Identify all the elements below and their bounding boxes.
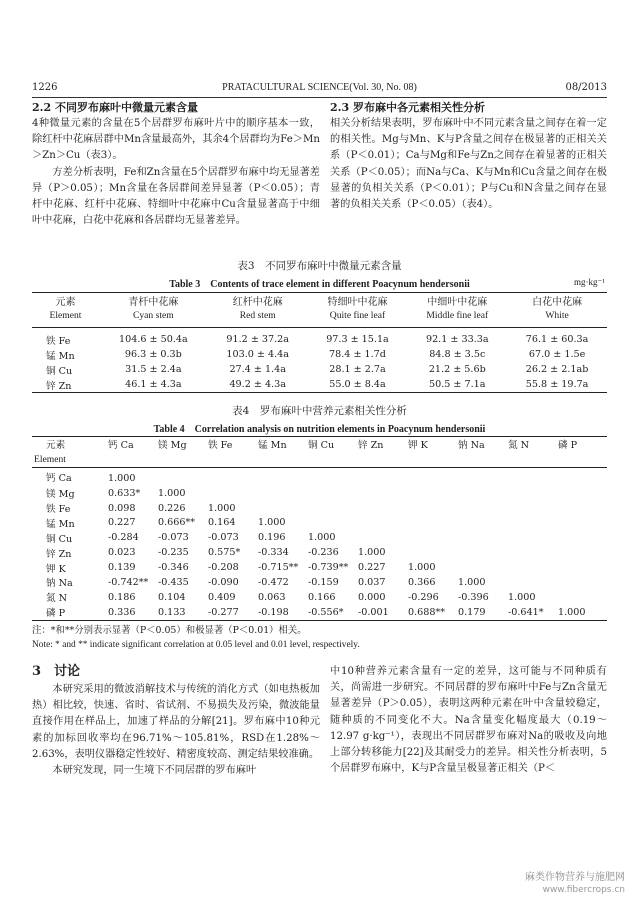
table4-cell <box>507 545 557 560</box>
table4-corner-en: Element <box>34 453 66 465</box>
table4-cell: 0.409 <box>208 591 236 603</box>
table4-cell <box>307 467 357 485</box>
table3-cell: 28.1 ± 2.7a <box>329 364 386 375</box>
table4-cell <box>407 467 457 485</box>
table4-cell <box>457 486 507 501</box>
table3-head: 白花中花麻 <box>532 297 583 308</box>
table4-cell <box>457 467 507 485</box>
section-2-3 <box>330 100 607 213</box>
table4-cell <box>507 467 557 485</box>
table4-caption-cn: 表4 罗布麻叶中营养元素相关性分析 <box>232 405 407 417</box>
table3-header-cn <box>32 293 607 309</box>
table3-head-en: Middle fine leaf <box>426 310 489 321</box>
section-2-3-para1: 相关分析结果表明，罗布麻叶中不同元素含量之间存在着一定的相关性。Mg与Mn、K与P含量之间存在极显著的正相关关系（P＜0.01）；Ca与Mg和Fe与Zn之间存在着显著的正相关关系（P＜0.05）；而Na与Ca、K与Mn和Cu含量之间存在极显著的负相关关系（P＜0.01）；P与Cu和N含量之间存在显著的负相关关系（P＜0.05）（表4）。 <box>330 118 607 211</box>
table4-cell <box>457 515 507 530</box>
table4-header-en <box>32 452 607 467</box>
table4-element: 氮 N <box>46 593 68 605</box>
table3-caption-en: Table 3 Contents of trace element in different Poacynum hendersonii <box>169 279 470 290</box>
table4-cell: 0.098 <box>108 502 136 514</box>
table4-cell <box>557 560 607 575</box>
table4-cell: 1.000 <box>408 562 436 574</box>
table4-cell <box>307 486 357 501</box>
section-2-2 <box>32 100 320 229</box>
table4-cell: -0.641* <box>508 606 544 618</box>
table4-cell <box>507 530 557 545</box>
table4-element: 钠 Na <box>46 578 73 590</box>
table4-cell <box>557 575 607 590</box>
table4-cell: -0.739** <box>308 562 349 574</box>
journal-title: PRATACULTURAL SCIENCE(Vol. 30, No. 08) <box>222 82 417 93</box>
table4-cell: -0.715** <box>258 562 299 574</box>
table4-cell: 1.000 <box>458 576 486 588</box>
table4-cell <box>557 467 607 485</box>
table3-cell: 21.2 ± 5.6b <box>428 364 486 375</box>
table4-head: 钠 Na <box>458 440 485 452</box>
table4-cell: 0.633* <box>108 487 141 499</box>
table4-cell <box>457 501 507 516</box>
table4-element: 钾 K <box>46 563 66 575</box>
table4-cell: -0.236 <box>308 547 339 559</box>
table4-cell: 0.000 <box>358 591 386 603</box>
table4-cell <box>557 590 607 605</box>
table4-cell: -0.284 <box>108 532 139 544</box>
table3-cell: 55.8 ± 19.7a <box>525 379 589 390</box>
table3-cell: 96.3 ± 0.3b <box>124 349 182 360</box>
table3-head-en: White <box>545 310 569 321</box>
table-row <box>32 328 607 348</box>
table4-cell <box>157 467 207 485</box>
table4-cell <box>407 515 457 530</box>
table4-cell: 0.688** <box>408 606 446 618</box>
table4-cell <box>407 545 457 560</box>
table4-cell <box>357 501 407 516</box>
table4-caption-en: Table 4 Correlation analysis on nutrition elements in Poacynum hendersonii <box>153 424 486 435</box>
table4-cell: -0.277 <box>208 606 239 618</box>
table4-cell <box>257 486 307 501</box>
table4-cell: 0.227 <box>358 562 386 574</box>
table3-head: 特细叶中花麻 <box>327 297 388 308</box>
issue-date: 08/2013 <box>565 82 607 93</box>
table3-element: 锰 Mn <box>46 350 75 362</box>
section-3-right <box>330 664 607 777</box>
table4-cell: 0.166 <box>308 591 336 603</box>
table3-cell: 67.0 ± 1.5e <box>528 349 586 360</box>
table4-cell: -0.159 <box>308 576 339 588</box>
table4-element: 磷 P <box>46 608 66 620</box>
watermark-cn: 麻类作物营养与施肥网 <box>525 872 625 883</box>
table4-cell: 0.227 <box>108 517 136 529</box>
table4-cell: -0.073 <box>158 532 189 544</box>
table4-cell: 0.575* <box>208 547 241 559</box>
table4-cell <box>507 515 557 530</box>
table3-head-en: Element <box>49 310 82 321</box>
table4-element: 钙 Ca <box>46 472 72 484</box>
table3-cell: 103.0 ± 4.4a <box>226 349 289 360</box>
table4-head: 氮 N <box>508 440 530 452</box>
section-3-para2: 本研究发现，同一生境下不同居群的罗布麻叶 <box>52 765 257 777</box>
table4-head: 钙 Ca <box>108 440 134 452</box>
table3-element: 铜 Cu <box>46 365 73 377</box>
table4-element: 铜 Cu <box>46 533 73 545</box>
table-row <box>32 501 607 516</box>
table4-cell: -0.396 <box>458 591 489 603</box>
table3-cell: 76.1 ± 60.3a <box>525 334 589 345</box>
table4-head: 镁 Mg <box>158 440 187 452</box>
table4-cell <box>457 530 507 545</box>
table4-cell <box>557 515 607 530</box>
table3-cell: 27.4 ± 1.4a <box>229 364 286 375</box>
table4-cell <box>357 530 407 545</box>
table3-cell: 91.2 ± 37.2a <box>226 334 289 345</box>
table4-head: 锌 Zn <box>358 440 384 452</box>
table-row <box>32 515 607 530</box>
table4-cell: 0.336 <box>108 606 136 618</box>
table4-cell <box>357 486 407 501</box>
table4-cell: -0.090 <box>208 576 239 588</box>
table3-cell: 104.6 ± 50.4a <box>119 334 188 345</box>
table4-cell: -0.235 <box>158 547 189 559</box>
table3-head-en: Red stem <box>239 310 276 321</box>
table4-cell <box>207 467 257 485</box>
table4-cell: 1.000 <box>508 591 536 603</box>
table-row <box>32 575 607 590</box>
table4-cell <box>457 560 507 575</box>
table4-cell <box>357 467 407 485</box>
table4-cell: -0.198 <box>258 606 289 618</box>
table4 <box>32 436 607 621</box>
table3-cell: 46.1 ± 4.3a <box>125 379 182 390</box>
table-row <box>32 486 607 501</box>
watermark-url: www.fibercrops.cn <box>542 885 625 895</box>
section-3-right-para: 中10种营养元素含量有一定的差异，这可能与不同种质有关，尚需进一步研究。不同居群的罗布麻叶中Fe与Zn含量无显著差异（P＞0.05），表明这两种元素在叶中含量较稳定，随种质的不同变化不大。Na含量变化幅度最大（0.19～12.97 g·kg⁻¹），表现出不同居群罗布麻对Na的吸收及向地上部分转移能力[22]及其耐受力的差异。相关性分析表明，5个居群罗布麻中，K与P含量呈极显著正相关（P＜ <box>330 666 607 775</box>
table4-corner-cn: 元素 <box>46 440 66 452</box>
table4-cell: -0.472 <box>258 576 289 588</box>
table4-cell: 0.104 <box>158 591 186 603</box>
table4-cell: 0.666** <box>158 517 196 529</box>
table3-header-en <box>32 308 607 328</box>
table4-head: 铜 Cu <box>308 440 335 452</box>
table4-cell: -0.435 <box>158 576 189 588</box>
table-row <box>32 467 607 485</box>
table-row <box>32 377 607 393</box>
table4-cell: -0.208 <box>208 562 239 574</box>
table3-element: 锌 Zn <box>46 380 72 392</box>
table3-cell: 78.4 ± 1.7d <box>329 349 386 360</box>
table4-cell <box>357 515 407 530</box>
table4-head: 铁 Fe <box>208 440 233 452</box>
table4-corner <box>32 437 107 452</box>
table4-cell: 1.000 <box>258 517 286 529</box>
table4-cell <box>257 501 307 516</box>
table4-cell: 0.186 <box>108 591 136 603</box>
table4-cell <box>407 486 457 501</box>
table3-element: 铁 Fe <box>46 335 71 347</box>
table4-cell: 0.139 <box>108 562 136 574</box>
table4-header <box>32 437 607 452</box>
table4-element: 铁 Fe <box>46 504 71 515</box>
table4-element: 锰 Mn <box>46 518 75 530</box>
table4-cell <box>407 501 457 516</box>
section-3 <box>32 662 320 779</box>
table4-cell: -0.073 <box>208 532 239 544</box>
table4-cell <box>457 545 507 560</box>
table3-cell: 50.5 ± 7.1a <box>429 379 486 390</box>
table4-cell: 0.179 <box>458 606 486 618</box>
table4-cell: 0.063 <box>258 591 286 603</box>
table4-cell: -0.742** <box>108 576 149 588</box>
table4-element: 镁 Mg <box>46 489 75 501</box>
table4-cell <box>307 501 357 516</box>
table3-head: 中细叶中花麻 <box>427 297 488 308</box>
section-3-title: 3 讨论 <box>32 664 81 679</box>
table4-note-cn: 注：*和**分别表示显著（P＜0.05）和极显著（P＜0.01）相关。 <box>32 625 307 636</box>
table3-head-en: Cyan stem <box>132 310 174 321</box>
section-2-2-para1: 4种微量元素的含量在5个居群罗布麻叶片中的顺序基本一致，除红杆中花麻居群中Mn含量最高外，其余4个居群均为Fe＞Mn＞Zn＞Cu（表3）。 <box>32 118 320 162</box>
section-2-3-title: 2.3 罗布麻中各元素相关性分析 <box>330 101 485 114</box>
table4-cell: 0.226 <box>158 502 186 514</box>
table4-note-en: Note: * and ** indicate significant correlation at 0.05 level and 0.01 level, respectively. <box>32 640 360 650</box>
table3-head: 红杆中花麻 <box>232 297 283 308</box>
table3-unit: mg·kg⁻¹ <box>574 277 605 287</box>
table4-cell <box>557 545 607 560</box>
table-row <box>32 545 607 560</box>
table4-cell <box>507 560 557 575</box>
table4-cell: 1.000 <box>158 487 186 499</box>
table4-cell <box>557 486 607 501</box>
table4-cell: 0.196 <box>258 532 286 544</box>
table4-cell <box>207 486 257 501</box>
table3-cell: 55.0 ± 8.4a <box>329 379 386 390</box>
table4-cell: 1.000 <box>108 472 136 484</box>
table3-cell: 26.2 ± 2.1ab <box>525 364 589 375</box>
table3-head: 青杆中花麻 <box>128 297 179 308</box>
table4-cell <box>557 501 607 516</box>
table-row <box>32 590 607 605</box>
table3-cell: 31.5 ± 2.4a <box>125 364 182 375</box>
table4-cell: 0.023 <box>108 547 136 559</box>
table4-cell: -0.346 <box>158 562 189 574</box>
table4-cell: 1.000 <box>358 547 386 559</box>
table-row <box>32 560 607 575</box>
table4-cell <box>507 575 557 590</box>
table4-cell: 0.366 <box>408 576 436 588</box>
table4-cell <box>307 515 357 530</box>
table3-head: 元素 <box>55 297 76 308</box>
table4-cell: 1.000 <box>208 502 236 514</box>
table4-cell: -0.334 <box>258 547 289 559</box>
header-rule <box>32 97 607 98</box>
section-2-2-para2: 方差分析表明，Fe和Zn含量在5个居群罗布麻中均无显著差异（P＞0.05）；Mn含量在各居群间差异显著（P＜0.05）；青杆中花麻、红杆中花麻、特细叶中花麻中Cu含量显著高于中细叶中花麻，白花中花麻和各居群均无显著差异。 <box>32 166 320 227</box>
table4-cell <box>507 501 557 516</box>
section-3-para1: 本研究采用的微波消解技术与传统的消化方式（如电热板加热）相比较，快速、省时、省试剂、不易损失及污染，微波能量直接作用在样品上，加速了样品的分解[21]。罗布麻中10种元素的加标回收率均在96.71%～105.81%，RSD在1.28%～2.63%，表明仪器稳定性较好、精密度较高、测定结果较准确。 <box>32 684 320 760</box>
table4-cell <box>257 467 307 485</box>
table3-cell: 97.3 ± 15.1a <box>326 334 389 345</box>
table4-head: 锰 Mn <box>258 440 287 452</box>
table-row <box>32 362 607 377</box>
table3 <box>32 292 607 393</box>
table-row <box>32 530 607 545</box>
table4-cell: -0.556* <box>308 606 344 618</box>
page-header <box>32 82 607 96</box>
table4-cell: 1.000 <box>558 606 586 618</box>
table4-cell <box>507 486 557 501</box>
table4-cell: -0.296 <box>408 591 439 603</box>
table4-element: 锌 Zn <box>46 548 72 560</box>
table3-cell: 84.8 ± 3.5c <box>429 349 486 360</box>
table3-cell: 92.1 ± 33.3a <box>425 334 489 345</box>
table-row <box>32 605 607 620</box>
table4-cell <box>407 530 457 545</box>
table4-cell: 0.037 <box>358 576 386 588</box>
table3-cell: 49.2 ± 4.3a <box>229 379 286 390</box>
table4-cell: -0.001 <box>358 606 389 618</box>
table4-head: 钾 K <box>408 440 428 452</box>
table4-cell: 0.133 <box>158 606 186 618</box>
table4-cell <box>557 530 607 545</box>
table-row <box>32 347 607 362</box>
table4-head: 磷 P <box>558 440 578 452</box>
table3-caption-cn: 表3 不同罗布麻叶中微量元素含量 <box>237 260 402 272</box>
table3-head-en: Quite fine leaf <box>329 310 386 321</box>
table4-cell: 0.164 <box>208 517 236 529</box>
table4-cell: 1.000 <box>308 532 336 544</box>
page-number: 1226 <box>32 82 58 93</box>
section-2-2-title: 2.2 不同罗布麻叶中微量元素含量 <box>32 101 198 114</box>
